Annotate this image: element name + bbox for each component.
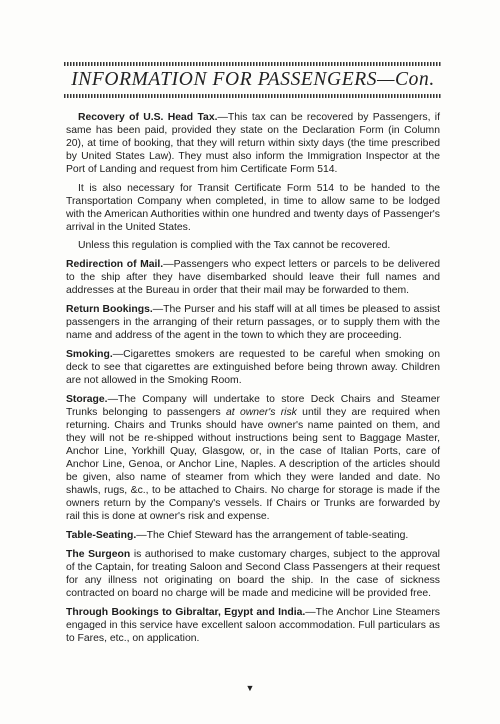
mail-paragraph	[66, 258, 440, 297]
storage-body-a: —The Company will undertake to store Deck Chairs and Steamer Trunks belonging to passengers	[66, 394, 440, 418]
return-body: —The Purser and his staff will at all times be pleased to assist passengers in the arranging of their return passages, or to supply them with the name and address of the agent in the town to which they are proceeding.	[66, 304, 441, 341]
head-tax-paragraph-3: Unless this regulation is complied with the Tax cannot be recovered.	[78, 240, 391, 251]
head-tax-body: —This tax can be recovered by Passengers, if same has been paid, provided they state on the Declaration Form (in Column 20), at time of booking, that they will return within sixty days (the time prescribed by United States Law). They must also inform the Immigration Inspector at the Port of Landing and request from him Certificate Form 514.	[66, 112, 440, 175]
smoking-title: Smoking.	[66, 349, 113, 360]
storage-body-b: until they are required when returning. Chairs and Trunks should have owner's name painted on them, and they will not be re-shipped without instructions being sent to Baggage Master, Anchor Line, Yorkhill Quay, Glasgow, or, in the case of Italian Ports, care of Anchor Line, Genoa, or Anchor Line, Naples. A description of the articles should be given, also name of steamer from which they were landed and date. No shawls, rugs, &c., to be attached to Chairs. No charge for storage is made if the owners return by the Company's vessels. If Chairs or Trunks are forwarded by rail this is done at owner's risk and expense.	[66, 407, 441, 522]
storage-paragraph	[66, 393, 440, 523]
continue-marker: ▼	[245, 683, 255, 693]
surgeon-paragraph	[66, 548, 440, 600]
mail-body: —Passengers who expect letters or parcels to be delivered to the ship after they have disembarked should leave their full names and addresses at the Bureau in order that their mail may be forwarded to them.	[66, 259, 441, 296]
head-tax-paragraph	[66, 111, 440, 176]
bottom-rule	[64, 94, 442, 98]
through-body: —The Anchor Line Steamers engaged in this service have excellent saloon accommodation. Full particulars as to Fares, etc., on application.	[66, 607, 440, 644]
seating-paragraph	[66, 529, 440, 542]
body-text	[66, 111, 440, 651]
page-title: INFORMATION FOR PASSENGERS—Con.	[71, 69, 435, 90]
surgeon-title: The Surgeon	[66, 549, 131, 560]
head-tax-title: Recovery of U.S. Head Tax.	[78, 112, 218, 123]
storage-emphasis: at owner's risk	[225, 407, 297, 418]
smoking-paragraph	[66, 348, 440, 387]
return-title: Return Bookings.	[66, 304, 153, 315]
seating-body: —The Chief Steward has the arrangement of table-seating.	[136, 530, 409, 541]
seating-title: Table-Seating.	[66, 530, 137, 541]
head-tax-paragraph-2: It is also necessary for Transit Certificate Form 514 to be handed to the Transportation Company when completed, in time to allow same to be lodged with the American Authorities within one hundred and twenty days of Passenger's arrival in the United States.	[66, 183, 440, 233]
return-paragraph	[66, 303, 440, 342]
storage-title: Storage.	[66, 394, 108, 405]
through-title: Through Bookings to Gibraltar, Egypt and India.	[66, 607, 306, 618]
surgeon-body: is authorised to make customary charges, subject to the approval of the Captain, for treating Saloon and Second Class Passengers at their request for any illness not originating on board the ship. In the case of sickness contracted on board no charge will be made and medicine will be provided free.	[66, 549, 440, 599]
smoking-body: —Cigarettes smokers are requested to be careful when smoking on deck to see that cigarettes are extinguished before being thrown away. Children are not allowed in the Smoking Room.	[66, 349, 440, 386]
through-paragraph	[66, 606, 440, 645]
mail-title: Redirection of Mail.	[66, 259, 164, 270]
